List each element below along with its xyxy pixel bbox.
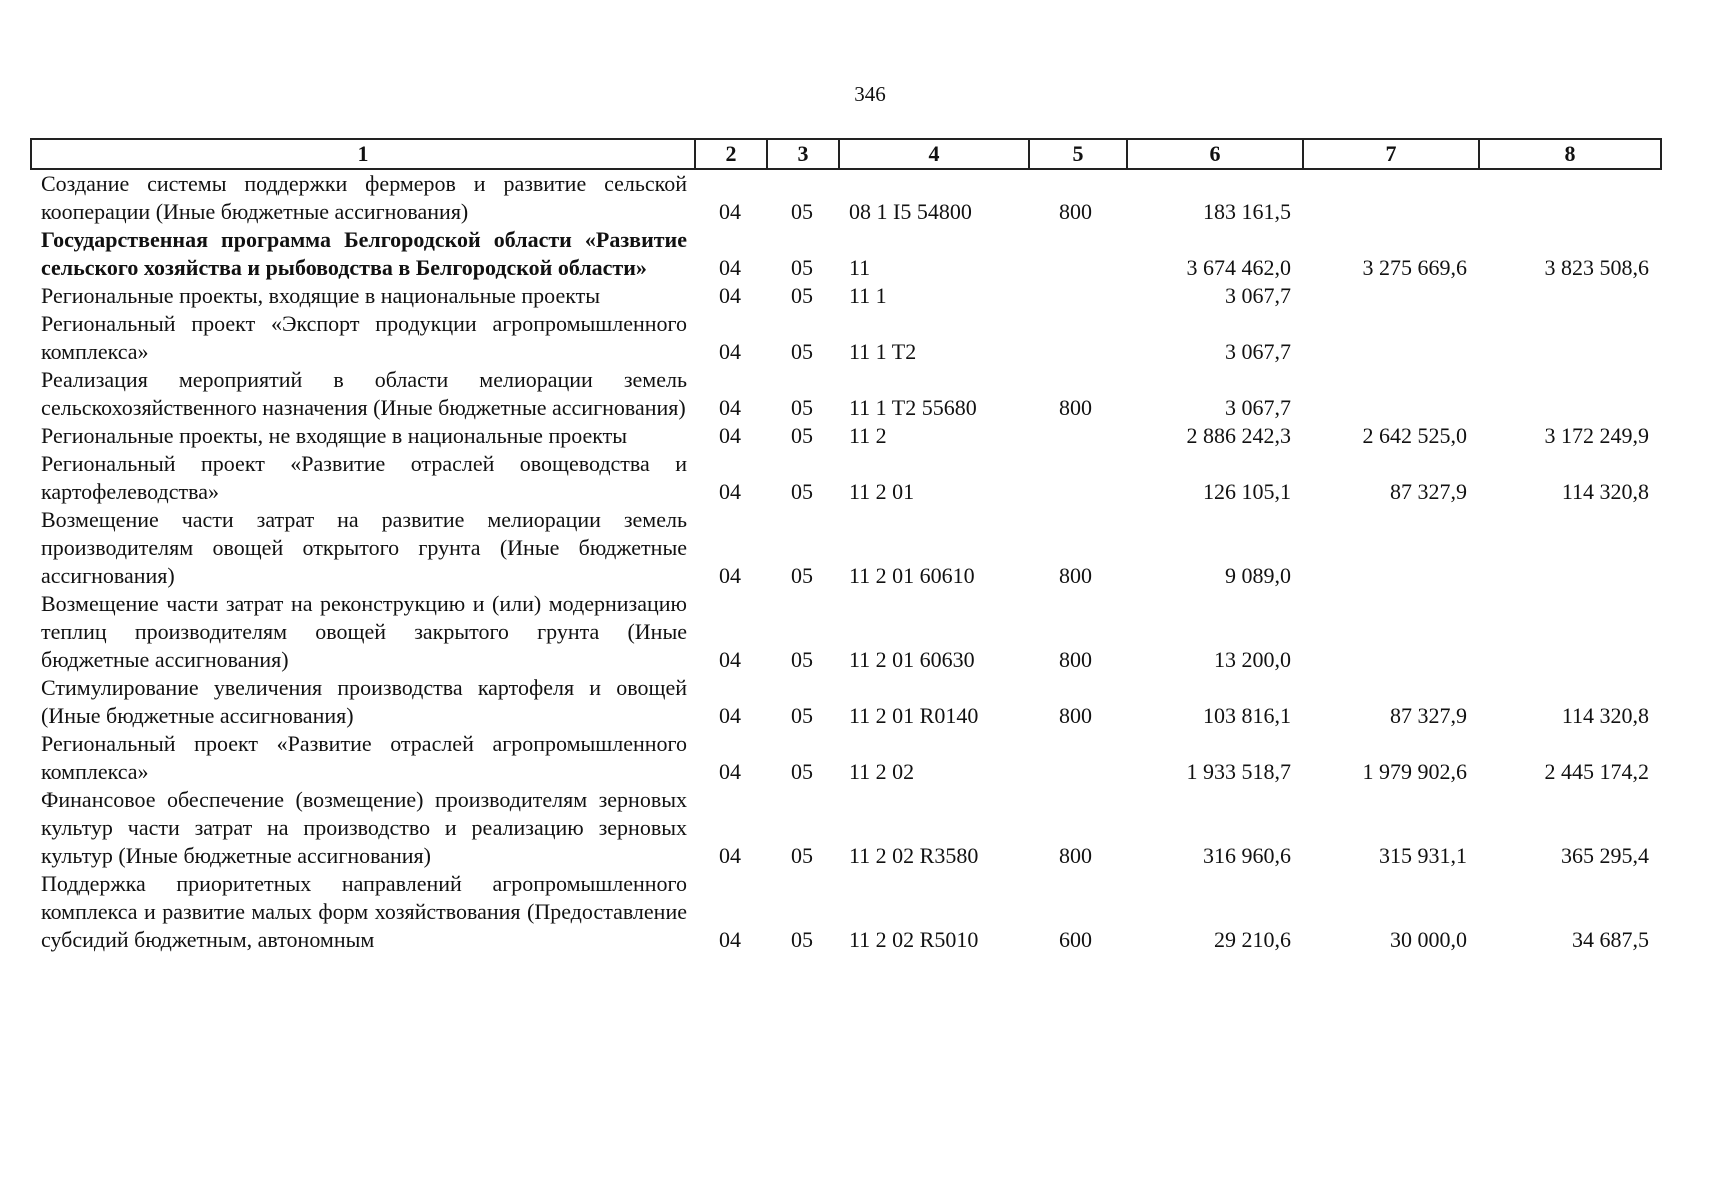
- target-article-code: 08 1 I5 54800: [849, 199, 972, 224]
- amount-col-8: 3 172 249,9: [1544, 423, 1649, 448]
- amount-col-7: 315 931,1: [1379, 843, 1467, 868]
- amount-col-8: [1479, 590, 1661, 674]
- column-header: 2: [695, 139, 767, 169]
- row-name: Региональный проект «Развитие отраслей агропромышленного комплекса»: [41, 731, 687, 784]
- amount-col-7: 2 642 525,0: [1362, 423, 1467, 448]
- table-row: [31, 450, 1661, 506]
- expense-type-code: [1029, 730, 1127, 786]
- table-row: [31, 310, 1661, 366]
- expense-type-code: 600: [1059, 927, 1092, 952]
- subsection-code: 05: [791, 283, 813, 308]
- row-name: Стимулирование увеличения производства картофеля и овощей (Иные бюджетные ассигнования): [41, 675, 687, 728]
- target-article-code: 11 1: [849, 283, 887, 308]
- row-name: Реализация мероприятий в области мелиорации земель сельскохозяйственного назначения (Иные бюджетные ассигнования): [41, 367, 687, 420]
- page-number: 346: [854, 82, 886, 106]
- section-code: 04: [719, 703, 741, 728]
- header-row: [31, 139, 1661, 169]
- amount-col-6: 3 067,7: [1225, 395, 1291, 420]
- amount-col-7: 3 275 669,6: [1362, 255, 1467, 280]
- table-row: [31, 282, 1661, 310]
- expense-type-code: [1029, 450, 1127, 506]
- amount-col-8: 114 320,8: [1561, 703, 1649, 728]
- target-article-code: 11 2 02 R3580: [849, 843, 979, 868]
- target-article-code: 11 1 T2 55680: [849, 395, 977, 420]
- section-code: 04: [719, 563, 741, 588]
- section-code: 04: [719, 339, 741, 364]
- budget-table: [30, 138, 1662, 954]
- amount-col-6: 316 960,6: [1203, 843, 1291, 868]
- section-code: 04: [719, 283, 741, 308]
- expense-type-code: 800: [1059, 395, 1092, 420]
- table-header: [31, 139, 1661, 169]
- row-name: Государственная программа Белгородской области «Развитие сельского хозяйства и рыбоводства в Белгородской области»: [41, 227, 687, 280]
- subsection-code: 05: [791, 423, 813, 448]
- table-row: [31, 422, 1661, 450]
- table-row: [31, 674, 1661, 730]
- amount-col-6: 103 816,1: [1203, 703, 1291, 728]
- amount-col-6: 9 089,0: [1225, 563, 1291, 588]
- amount-col-8: 34 687,5: [1572, 927, 1649, 952]
- row-name: Создание системы поддержки фермеров и развитие сельской кооперации (Иные бюджетные ассигнования): [41, 171, 687, 224]
- amount-col-6: 183 161,5: [1203, 199, 1291, 224]
- expense-type-code: [1029, 422, 1127, 450]
- table-row: [31, 730, 1661, 786]
- amount-col-7: [1303, 282, 1479, 310]
- subsection-code: 05: [791, 255, 813, 280]
- column-header: 5: [1029, 139, 1127, 169]
- amount-col-7: 30 000,0: [1390, 927, 1467, 952]
- section-code: 04: [719, 647, 741, 672]
- table-row: [31, 226, 1661, 282]
- amount-col-8: [1479, 282, 1661, 310]
- amount-col-8: 114 320,8: [1561, 479, 1649, 504]
- row-name: Возмещение части затрат на реконструкцию и (или) модернизацию теплиц производителям овощей закрытого грунта (Иные бюджетные ассигнования): [41, 591, 687, 672]
- target-article-code: 11 2 01 60610: [849, 563, 975, 588]
- section-code: 04: [719, 479, 741, 504]
- subsection-code: 05: [791, 395, 813, 420]
- section-code: 04: [719, 759, 741, 784]
- target-article-code: 11 1 T2: [849, 339, 917, 364]
- table-row: [31, 590, 1661, 674]
- column-header: 8: [1479, 139, 1661, 169]
- column-header: 4: [839, 139, 1029, 169]
- target-article-code: 11 2 01 60630: [849, 647, 975, 672]
- expense-type-code: [1029, 310, 1127, 366]
- amount-col-8: [1479, 169, 1661, 226]
- amount-col-7: 1 979 902,6: [1362, 759, 1467, 784]
- subsection-code: 05: [791, 927, 813, 952]
- target-article-code: 11 2 02: [849, 759, 915, 784]
- table-body: [31, 169, 1661, 954]
- section-code: 04: [719, 255, 741, 280]
- row-name: Финансовое обеспечение (возмещение) производителям зерновых культур части затрат на производство и реализацию зерновых культур (Иные бюджетные ассигнования): [41, 787, 687, 868]
- amount-col-8: [1479, 310, 1661, 366]
- subsection-code: 05: [791, 563, 813, 588]
- target-article-code: 11: [849, 255, 871, 280]
- expense-type-code: 800: [1059, 703, 1092, 728]
- column-header: 1: [31, 139, 695, 169]
- amount-col-7: [1303, 169, 1479, 226]
- column-header: 7: [1303, 139, 1479, 169]
- amount-col-8: [1479, 506, 1661, 590]
- amount-col-7: 87 327,9: [1390, 703, 1467, 728]
- subsection-code: 05: [791, 759, 813, 784]
- amount-col-8: [1479, 366, 1661, 422]
- amount-col-7: 87 327,9: [1390, 479, 1467, 504]
- table-row: [31, 366, 1661, 422]
- target-article-code: 11 2: [849, 423, 887, 448]
- section-code: 04: [719, 199, 741, 224]
- target-article-code: 11 2 02 R5010: [849, 927, 979, 952]
- amount-col-6: 1 933 518,7: [1186, 759, 1291, 784]
- subsection-code: 05: [791, 843, 813, 868]
- column-header: 3: [767, 139, 839, 169]
- amount-col-7: [1303, 506, 1479, 590]
- row-name: Региональные проекты, не входящие в национальные проекты: [41, 423, 628, 448]
- amount-col-6: 126 105,1: [1203, 479, 1291, 504]
- expense-type-code: 800: [1059, 563, 1092, 588]
- amount-col-8: 365 295,4: [1561, 843, 1649, 868]
- amount-col-6: 3 067,7: [1225, 283, 1291, 308]
- table-row: [31, 870, 1661, 954]
- amount-col-6: 3 067,7: [1225, 339, 1291, 364]
- amount-col-7: [1303, 366, 1479, 422]
- amount-col-7: [1303, 590, 1479, 674]
- expense-type-code: 800: [1059, 199, 1092, 224]
- row-name: Поддержка приоритетных направлений агропромышленного комплекса и развитие малых форм хозяйствования (Предоставление субсидий бюджетным, автономным: [41, 871, 687, 952]
- section-code: 04: [719, 423, 741, 448]
- amount-col-8: 2 445 174,2: [1544, 759, 1649, 784]
- table-row: [31, 506, 1661, 590]
- subsection-code: 05: [791, 647, 813, 672]
- subsection-code: 05: [791, 339, 813, 364]
- row-name: Региональные проекты, входящие в национальные проекты: [41, 283, 601, 308]
- subsection-code: 05: [791, 479, 813, 504]
- target-article-code: 11 2 01 R0140: [849, 703, 979, 728]
- amount-col-6: 13 200,0: [1214, 647, 1291, 672]
- table-row: [31, 169, 1661, 226]
- amount-col-7: [1303, 310, 1479, 366]
- column-header: 6: [1127, 139, 1303, 169]
- section-code: 04: [719, 395, 741, 420]
- row-name: Возмещение части затрат на развитие мелиорации земель производителям овощей открытого грунта (Иные бюджетные ассигнования): [41, 507, 687, 588]
- expense-type-code: 800: [1059, 843, 1092, 868]
- expense-type-code: [1029, 282, 1127, 310]
- section-code: 04: [719, 927, 741, 952]
- amount-col-6: 2 886 242,3: [1186, 423, 1291, 448]
- section-code: 04: [719, 843, 741, 868]
- row-name: Региональный проект «Развитие отраслей овощеводства и картофелеводства»: [41, 451, 687, 504]
- table-row: [31, 786, 1661, 870]
- amount-col-8: 3 823 508,6: [1544, 255, 1649, 280]
- target-article-code: 11 2 01: [849, 479, 915, 504]
- subsection-code: 05: [791, 703, 813, 728]
- expense-type-code: 800: [1059, 647, 1092, 672]
- subsection-code: 05: [791, 199, 813, 224]
- expense-type-code: [1029, 226, 1127, 282]
- row-name: Региональный проект «Экспорт продукции агропромышленного комплекса»: [41, 311, 687, 364]
- amount-col-6: 3 674 462,0: [1186, 255, 1291, 280]
- amount-col-6: 29 210,6: [1214, 927, 1291, 952]
